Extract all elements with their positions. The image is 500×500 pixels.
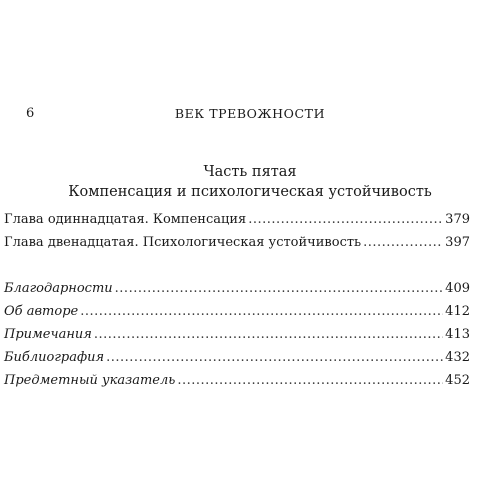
toc-dot-leader bbox=[80, 304, 443, 319]
toc-entry bbox=[4, 350, 470, 373]
toc-entry bbox=[4, 281, 470, 304]
toc-dot-leader bbox=[106, 350, 443, 365]
toc-dot-leader bbox=[115, 281, 444, 296]
toc-entry bbox=[4, 212, 470, 235]
toc-entry-label: Об авторе bbox=[4, 304, 79, 319]
toc-entry-label: Библиография bbox=[4, 350, 105, 365]
toc-entry-label: Глава двенадцатая. Психологическая устойчивость bbox=[4, 235, 362, 250]
toc-entry-label: Примечания bbox=[4, 327, 92, 342]
toc-dot-leader bbox=[363, 235, 443, 250]
toc-entry-label: Глава одиннадцатая. Компенсация bbox=[4, 212, 247, 227]
toc-entry-page: 412 bbox=[445, 304, 470, 319]
part-subtitle: Компенсация и психологическая устойчивость bbox=[68, 184, 432, 200]
part-heading: Часть пятая bbox=[203, 164, 297, 180]
book-title: ВЕК ТРЕВОЖНОСТИ bbox=[174, 106, 326, 121]
toc-entry-page: 409 bbox=[445, 281, 470, 296]
toc-chapters bbox=[4, 212, 470, 258]
page-number: 6 bbox=[26, 106, 35, 121]
toc-dot-leader bbox=[94, 327, 443, 342]
toc-entry bbox=[4, 304, 470, 327]
toc-entry bbox=[4, 327, 470, 350]
toc-entry-label: Предметный указатель bbox=[4, 373, 176, 388]
toc-dot-leader bbox=[177, 373, 443, 388]
toc-entry-page: 413 bbox=[445, 327, 470, 342]
toc-back-matter bbox=[4, 281, 470, 396]
toc-entry-page: 379 bbox=[445, 212, 470, 227]
toc-entry-page: 432 bbox=[445, 350, 470, 365]
toc-entry-page: 452 bbox=[445, 373, 470, 388]
toc-dot-leader bbox=[248, 212, 443, 227]
toc-entry bbox=[4, 373, 470, 396]
running-head bbox=[24, 106, 476, 126]
toc-entry-page: 397 bbox=[445, 235, 470, 250]
toc-entry-label: Благодарности bbox=[4, 281, 113, 296]
toc-entry bbox=[4, 235, 470, 258]
